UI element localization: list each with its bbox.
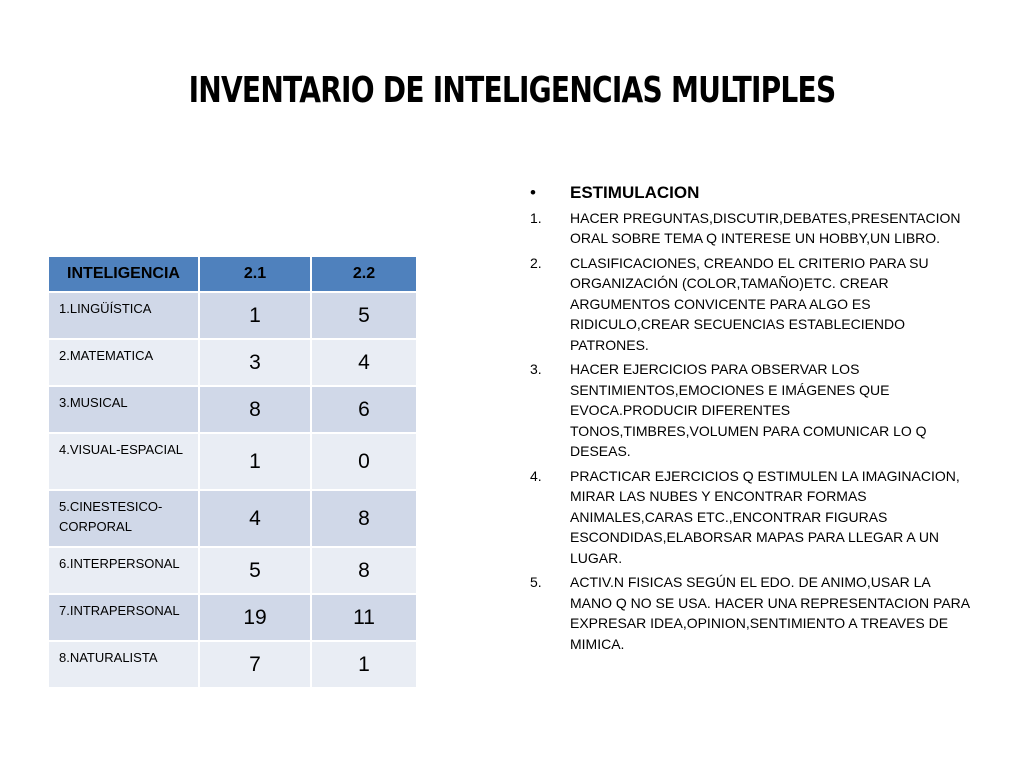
item-text: HACER EJERCICIOS PARA OBSERVAR LOS SENTIMIENTOS,EMOCIONES E IMÁGENES QUE EVOCA.PRODUCIR DIFERENTES TONOS,TIMBRES,VOLUMEN PARA COMUNICAR LO Q DESEAS.	[570, 361, 927, 459]
row-value-2-1: 1	[199, 292, 311, 339]
row-value-2-2: 8	[311, 547, 417, 594]
table-row	[48, 547, 417, 594]
row-value-2-2: 1	[311, 641, 417, 688]
row-name: 1.LINGÜÍSTICA	[48, 292, 199, 339]
row-value-2-2: 0	[311, 433, 417, 490]
item-text: PRACTICAR EJERCICIOS Q ESTIMULEN LA IMAGINACION, MIRAR LAS NUBES Y ENCONTRAR FORMAS ANIMALES,CARAS ETC.,ENCONTRAR FIGURAS ESCONDIDAS,ELABORSAR MAPAS PARA LLEGAR A UN LUGAR.	[570, 467, 960, 566]
page-title: INVENTARIO DE INTELIGENCIAS MULTIPLES	[188, 70, 836, 111]
table-row	[48, 490, 417, 547]
item-number: 2.	[530, 254, 542, 271]
row-value-2-1: 3	[199, 339, 311, 386]
list-item	[530, 572, 970, 654]
estimulacion-heading: ESTIMULACION	[570, 183, 700, 202]
row-value-2-2: 11	[311, 594, 417, 641]
item-number: 5.	[530, 574, 542, 590]
table-row	[48, 386, 417, 433]
row-name: 4.VISUAL-ESPACIAL	[48, 433, 199, 490]
row-name: 5.CINESTESICO-CORPORAL	[48, 490, 199, 547]
row-name: 8.NATURALISTA	[48, 641, 199, 688]
table-header-row	[48, 256, 417, 292]
row-value-2-2: 4	[311, 339, 417, 386]
row-value-2-2: 6	[311, 386, 417, 433]
item-text: ACTIV.N FISICAS SEGÚN EL EDO. DE ANIMO,USAR LA MANO Q NO SE USA. HACER UNA REPRESENTACION PARA EXPRESAR IDEA,OPINION,SENTIMIENTO A TREAVES DE MIMICA.	[570, 574, 970, 652]
row-name: 7.INTRAPERSONAL	[48, 594, 199, 641]
header-2-2: 2.2	[311, 256, 417, 292]
row-name: 6.INTERPERSONAL	[48, 547, 199, 594]
bullet-icon: •	[530, 183, 536, 202]
row-value-2-1: 7	[199, 641, 311, 688]
list-item	[530, 466, 970, 569]
row-value-2-2: 8	[311, 490, 417, 547]
row-value-2-1: 8	[199, 386, 311, 433]
estimulacion-heading-row	[530, 183, 970, 204]
estimulacion-section	[530, 183, 970, 658]
table-row	[48, 292, 417, 339]
list-item	[530, 359, 970, 462]
intelligence-table	[47, 255, 418, 689]
item-text: CLASIFICACIONES, CREANDO EL CRITERIO PARA SU ORGANIZACIÓN (COLOR,TAMAÑO)ETC. CREAR ARGUMENTOS CONVICENTE PARA ALGO ES RIDICULO,CREAR SECUENCIAS ESTABLECIENDO PATRONES.	[570, 254, 929, 353]
item-number: 1.	[530, 209, 542, 226]
item-number: 3.	[530, 361, 542, 377]
row-value-2-1: 19	[199, 594, 311, 641]
row-value-2-1: 4	[199, 490, 311, 547]
header-2-1: 2.1	[199, 256, 311, 292]
table-row	[48, 339, 417, 386]
row-value-2-1: 5	[199, 547, 311, 594]
row-name: 3.MUSICAL	[48, 386, 199, 433]
row-value-2-1: 1	[199, 433, 311, 490]
row-value-2-2: 5	[311, 292, 417, 339]
table-row	[48, 641, 417, 688]
row-name: 2.MATEMATICA	[48, 339, 199, 386]
item-text: HACER PREGUNTAS,DISCUTIR,DEBATES,PRESENTACION ORAL SOBRE TEMA Q INTERESE UN HOBBY,UN LIBRO.	[570, 209, 961, 246]
item-number: 4.	[530, 467, 542, 484]
header-inteligencia: INTELIGENCIA	[48, 256, 199, 292]
table-row	[48, 433, 417, 490]
list-item	[530, 253, 970, 356]
list-item	[530, 208, 970, 249]
table-row	[48, 594, 417, 641]
